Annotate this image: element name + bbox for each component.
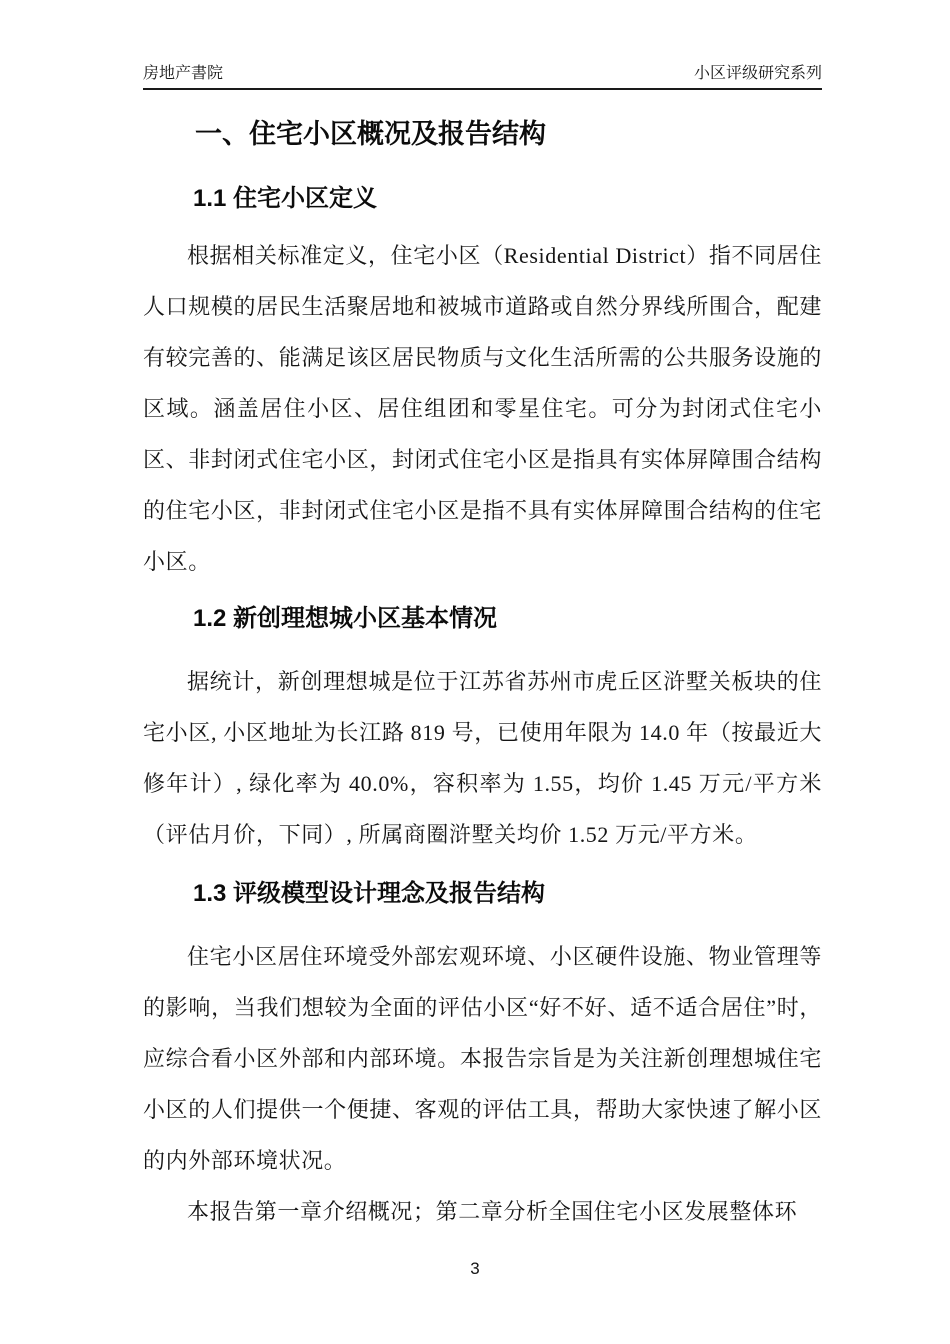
header-left-text: 房地产書院 xyxy=(143,65,224,82)
section-heading-1-2: 1.2 新创理想城小区基本情况 xyxy=(193,605,498,632)
paragraph-definition: 根据相关标准定义，住宅小区（Residential District）指不同居住人口规模的居民生活聚居地和被城市道路或自然分界线所围合，配建有较完善的、能满足该区居民物质与文化生活所需的公共服务设施的区域。涵盖居住小区、居住组团和零星住宅。可分为封闭式住宅小区、非封闭式住宅小区，封闭式住宅小区是指具有实体屏障围合结构的住宅小区，非封闭式住宅小区是指不具有实体屏障围合结构的住宅小区。 xyxy=(143,243,822,574)
document-body xyxy=(143,116,822,1237)
paragraph-report-structure: 本报告第一章介绍概况；第二章分析全国住宅小区发展整体环 xyxy=(187,1199,798,1224)
section-heading-1-1: 1.1 住宅小区定义 xyxy=(193,185,378,212)
header-right-text: 小区评级研究系列 xyxy=(693,65,822,82)
page-header xyxy=(143,64,822,90)
chapter-title: 一、住宅小区概况及报告结构 xyxy=(195,119,546,149)
page-number: 3 xyxy=(470,1259,480,1278)
paragraph-basic-info: 据统计，新创理想城是位于江苏省苏州市虎丘区浒墅关板块的住宅小区, 小区地址为长江路 819 号，已使用年限为 14.0 年（按最近大修年计）, 绿化率为 40.0%，容积率为 1.55，均价 1.45 万元/平方米（评估月价，下同）, 所属商圈浒墅关均价 1.52 万元/平方米。 xyxy=(143,669,822,847)
paragraph-model-concept: 住宅小区居住环境受外部宏观环境、小区硬件设施、物业管理等的影响，当我们想较为全面的评估小区“好不好、适不适合居住”时，应综合看小区外部和内部环境。本报告宗旨是为关注新创理想城住宅小区的人们提供一个便捷、客观的评估工具，帮助大家快速了解小区的内外部环境状况。 xyxy=(143,944,822,1173)
section-heading-1-3: 1.3 评级模型设计理念及报告结构 xyxy=(193,880,546,907)
